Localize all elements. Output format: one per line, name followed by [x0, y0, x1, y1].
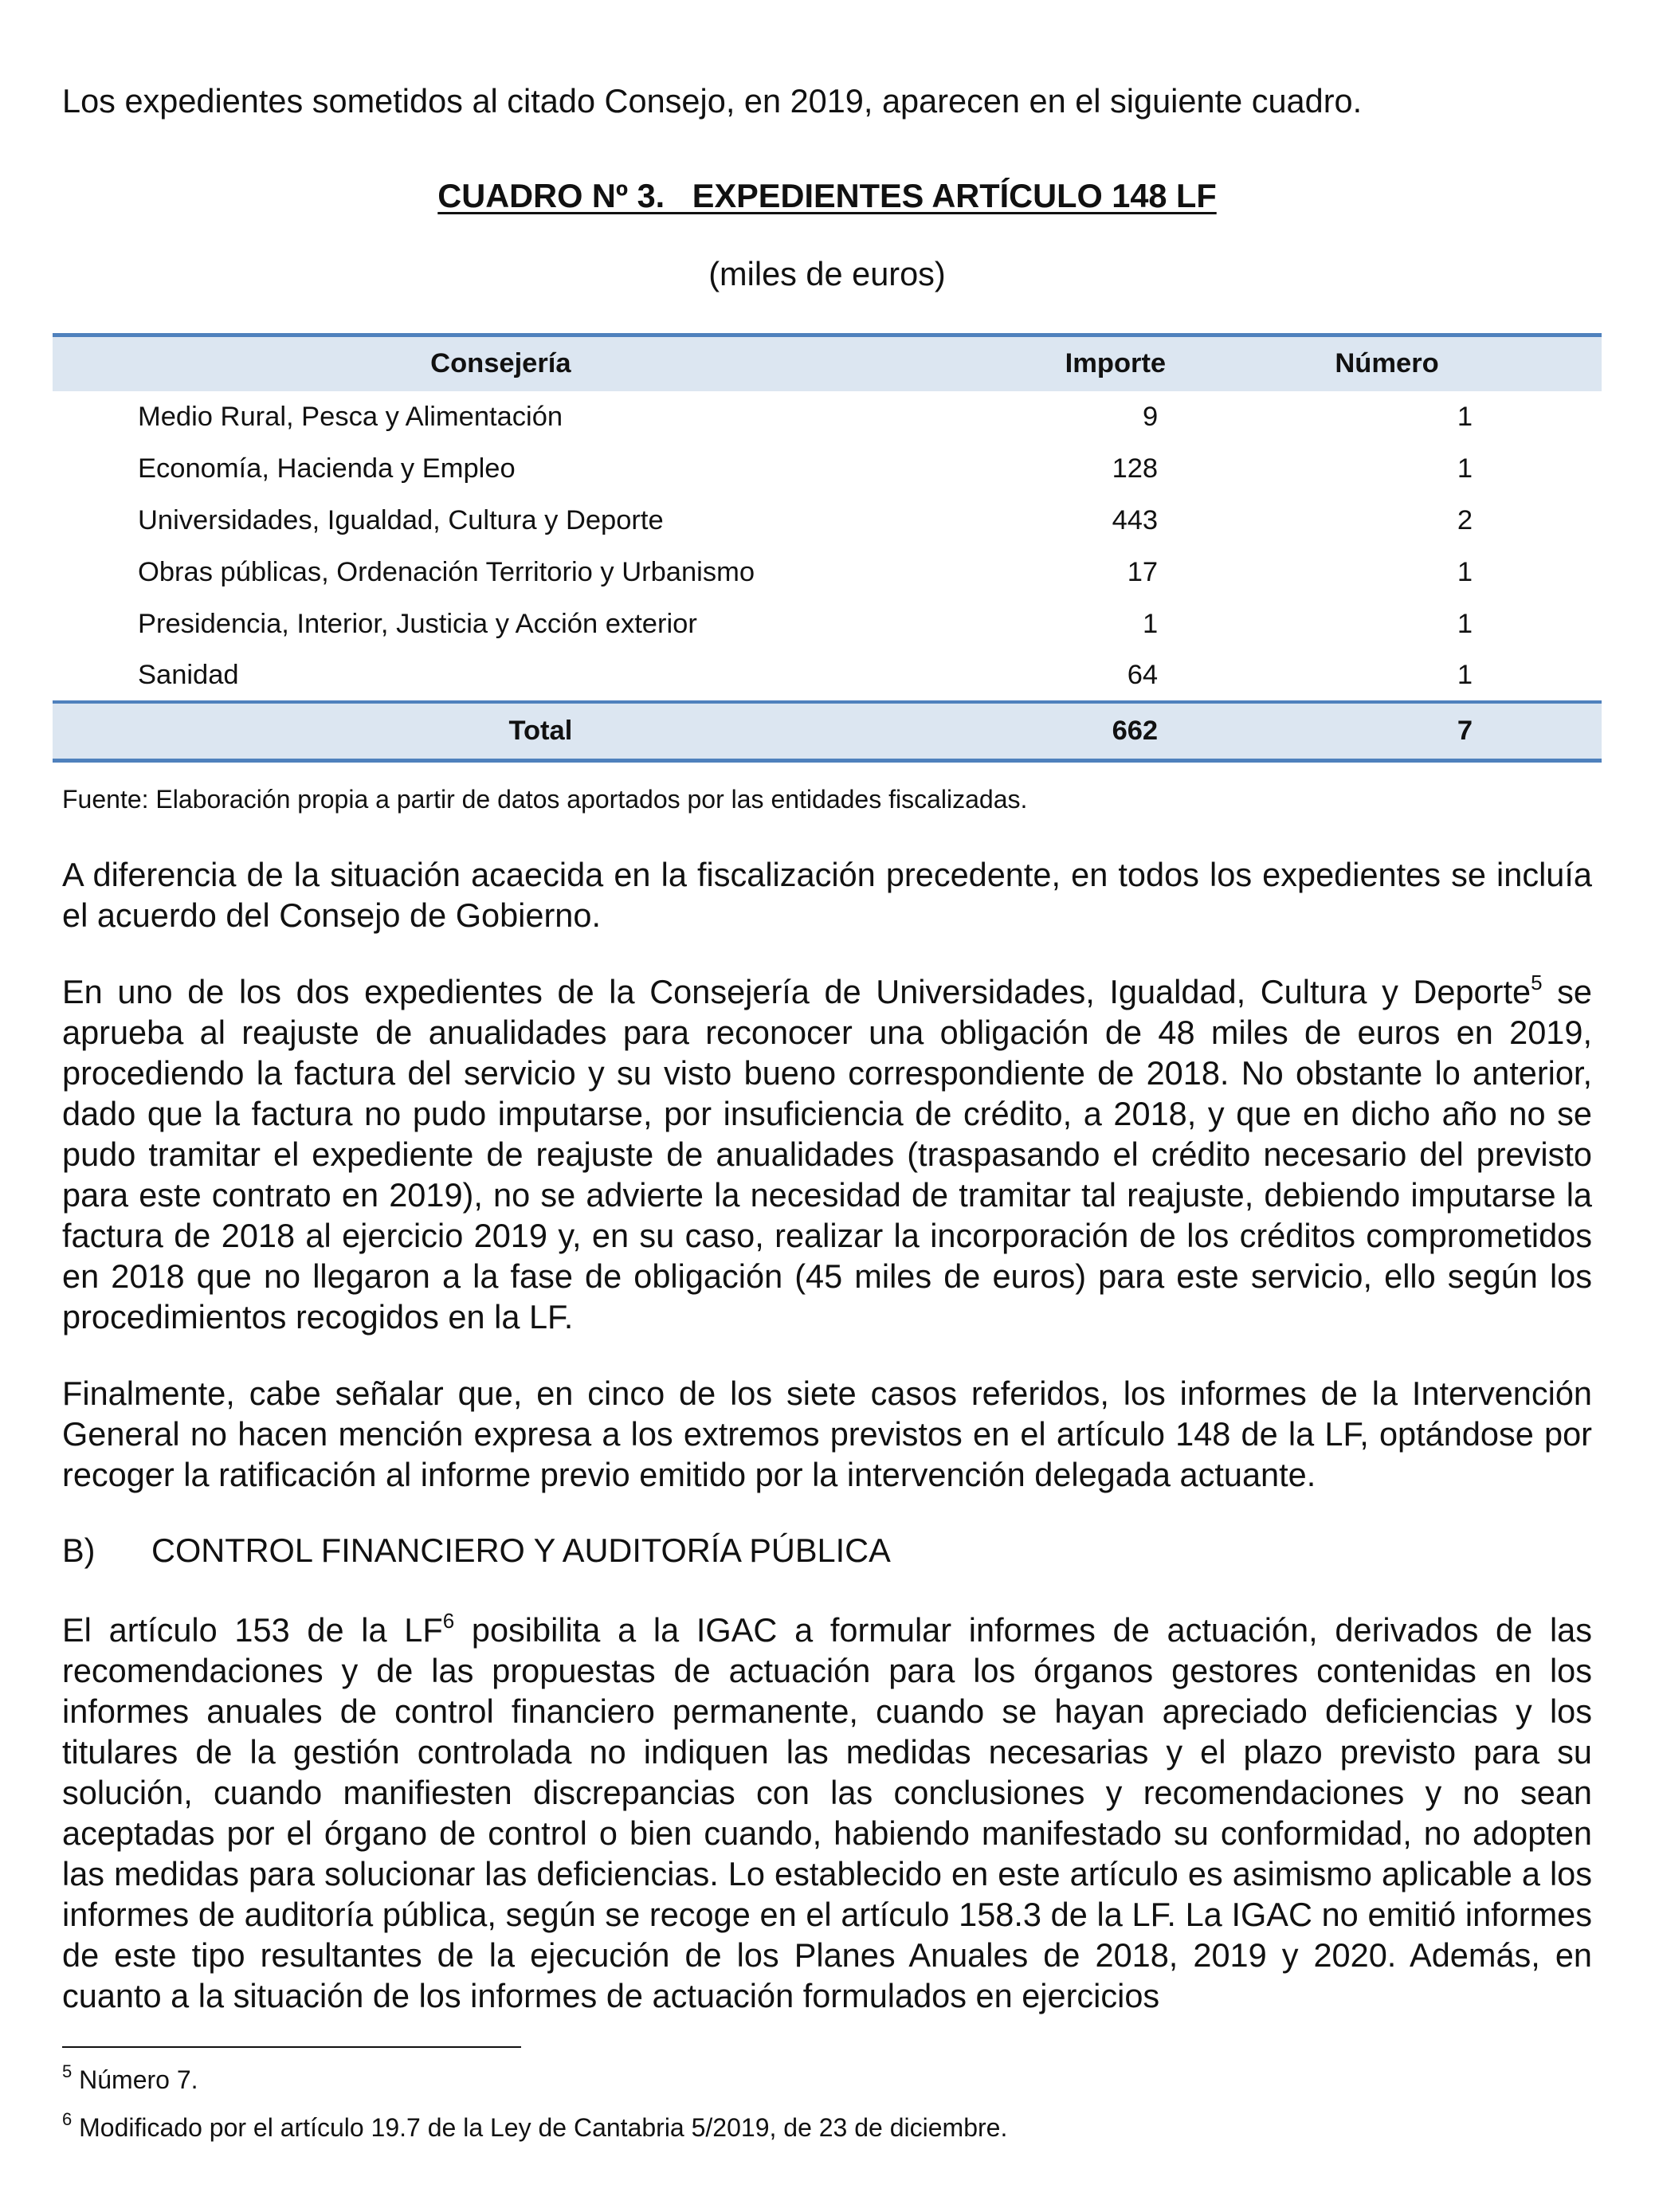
section-letter: B) — [62, 1532, 96, 1569]
cell-numero: 1 — [1457, 659, 1473, 690]
cell-importe: 128 — [1112, 453, 1159, 484]
cell-consejeria: Universidades, Igualdad, Cultura y Deporte — [138, 504, 664, 535]
cell-numero: 1 — [1457, 608, 1473, 639]
footnote-number: 5 — [62, 2061, 73, 2082]
table-header-row — [53, 335, 1602, 391]
table-row — [53, 598, 1602, 650]
cell-consejeria: Obras públicas, Ordenación Territorio y Urbanismo — [138, 556, 755, 587]
table-total-row — [53, 702, 1602, 761]
table-source: Fuente: Elaboración propia a partir de datos aportados por las entidades fiscalizadas. — [62, 785, 1028, 814]
section-title: CONTROL FINANCIERO Y AUDITORÍA PÚBLICA — [151, 1532, 891, 1569]
table-row — [53, 391, 1602, 443]
footnote-ref-5[interactable]: 5 — [1531, 971, 1543, 995]
table-title — [62, 175, 1592, 216]
cell-numero: 2 — [1457, 504, 1473, 535]
footnote-6 — [62, 2109, 1008, 2143]
footnote-ref-6[interactable]: 6 — [442, 1609, 455, 1634]
paragraph-4 — [62, 1610, 1592, 2016]
section-heading — [62, 1530, 891, 1571]
footnote-text: Modificado por el artículo 19.7 de la Ley de Cantabria 5/2019, de 23 de diciembre. — [72, 2113, 1008, 2142]
table-subtitle: (miles de euros) — [708, 255, 946, 292]
table-title-text: CUADRO Nº 3. EXPEDIENTES ARTÍCULO 148 LF — [437, 177, 1217, 214]
paragraph-4-text-a: El artículo 153 de la LF — [62, 1611, 443, 1649]
header-consejeria: Consejería — [430, 348, 571, 379]
footnote-number: 6 — [62, 2109, 73, 2130]
total-importe: 662 — [1112, 715, 1159, 746]
cell-numero: 1 — [1457, 453, 1473, 484]
footnote-divider — [62, 2046, 521, 2048]
cell-consejeria: Presidencia, Interior, Justicia y Acción exterior — [138, 608, 697, 639]
cell-consejeria: Economía, Hacienda y Empleo — [138, 453, 516, 484]
paragraph-4-text-b: posibilita a la IGAC a formular informes de actuación, derivados de las recomendaciones y de las propuestas de actuación para los órganos gestores contenidas en los informes anuales de control financiero permanente, cuando se hayan apreciado deficiencias y los titulares de la gestión controlada no indiquen las medidas necesarias y el plazo previsto para su solución, cuando manifiesten discrepancias con las conclusiones y recomendaciones y no sean aceptadas por el órgano de control o bien cuando, habiendo manifestado su conformidad, no adopten las medidas para solucionar las deficiencias. Lo establecido en este artículo es asimismo aplicable a los informes de auditoría pública, según se recoge en el artículo 158.3 de la LF. La IGAC no emitió informes de este tipo resultantes de la ejecución de los Planes Anuales de 2018, 2019 y 2020. Además, en cuanto a la situación de los informes de actuación formulados en ejercicios — [62, 1611, 1592, 2014]
table-row — [53, 547, 1602, 598]
cell-importe: 9 — [1142, 401, 1159, 432]
footnote-text: Número 7. — [72, 2065, 198, 2094]
paragraph-3: Finalmente, cabe señalar que, en cinco de los siete casos referidos, los informes de la Intervención General no hacen mención expresa a los extremos previstos en el artículo 148 de la LF, optándose por recoger la ratificación al informe previo emitido por la intervención delegada actuante. — [62, 1375, 1592, 1493]
header-numero: Número — [1335, 348, 1439, 379]
table-row — [53, 650, 1602, 702]
paragraph-2-text-b: se aprueba al reajuste de anualidades para reconocer una obligación de 48 miles de euros en 2019, procediendo la factura del servicio y su visto bueno correspondiente de 2018. No obstante lo anterior, dado que la factura no pudo imputarse, por insuficiencia de crédito, a 2018, y que en dicho año no se pudo tramitar el expediente de reajuste de anualidades (traspasando el crédito necesario del previsto para este contrato en 2019), no se advierte la necesidad de tramitar tal reajuste, debiendo imputarse la factura de 2018 al ejercicio 2019 y, en su caso, realizar la incorporación de los créditos comprometidos en 2018 que no llegaron a la fase de obligación (45 miles de euros) para este servicio, ello según los procedimientos recogidos en la LF. — [62, 973, 1592, 1335]
footnote-5 — [62, 2061, 198, 2096]
header-importe: Importe — [1065, 348, 1167, 379]
cell-importe: 1 — [1142, 608, 1159, 639]
paragraph-1: A diferencia de la situación acaecida en la fiscalización precedente, en todos los expedientes se incluía el acuerdo del Consejo de Gobierno. — [62, 856, 1592, 934]
paragraph-2 — [62, 971, 1592, 1337]
cell-importe: 17 — [1127, 556, 1159, 587]
expedientes-table — [53, 333, 1602, 763]
table-row — [53, 495, 1602, 547]
cell-numero: 1 — [1457, 556, 1473, 587]
paragraph-2-text-a: En uno de los dos expedientes de la Consejería de Universidades, Igualdad, Cultura y Deporte — [62, 973, 1531, 1010]
cell-importe: 443 — [1112, 504, 1159, 535]
cell-numero: 1 — [1457, 401, 1473, 432]
cell-consejeria: Medio Rural, Pesca y Alimentación — [138, 401, 563, 432]
intro-paragraph: Los expedientes sometidos al citado Consejo, en 2019, aparecen en el siguiente cuadro. — [62, 82, 1363, 120]
cell-importe: 64 — [1127, 659, 1159, 690]
table-row — [53, 443, 1602, 495]
total-numero: 7 — [1457, 715, 1473, 746]
total-label: Total — [508, 715, 573, 746]
cell-consejeria: Sanidad — [138, 659, 239, 690]
